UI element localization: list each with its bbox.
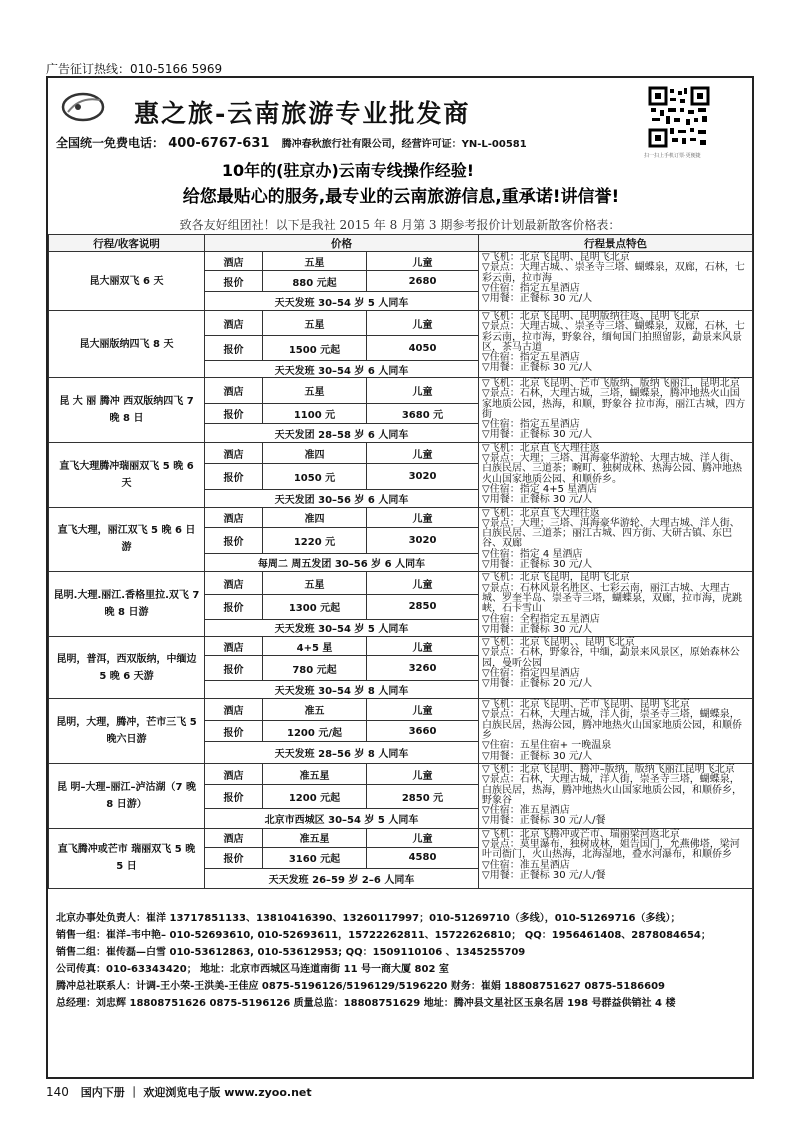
- tour-route: 昆 明–大理–丽江–泸沽湖（7 晚 8 日游）: [49, 763, 205, 828]
- tour-route: 昆明.大理.丽江.香格里拉.双飞 7 晚 8 日游: [49, 572, 205, 637]
- hotel-label: 酒店: [205, 828, 263, 847]
- contact-block: [48, 910, 752, 1012]
- departure-info: 天天发班 30–54 岁 5 人同车: [205, 619, 479, 637]
- col-features: 行程景点特色: [479, 235, 753, 252]
- qr-code-icon: [648, 86, 710, 148]
- hotel-value: 五星: [263, 378, 367, 404]
- tour-route: 昆大丽版纳四飞 8 天: [49, 311, 205, 378]
- adult-price: 780 元起: [263, 656, 367, 681]
- departure-info: 天天发班 30–54 岁 6 人同车: [205, 361, 479, 378]
- child-price: 3660: [367, 720, 479, 742]
- adult-price: 3160 元起: [263, 847, 367, 868]
- child-label: 儿童: [367, 378, 479, 404]
- departure-info: 天天发班 30–54 岁 5 人同车: [205, 292, 479, 311]
- price-label: 报价: [205, 656, 263, 681]
- adult-price: 1050 元: [263, 464, 367, 490]
- tour-route: 直飞大理腾冲瑞丽双飞 5 晚 6 天: [49, 442, 205, 507]
- price-label: 报价: [205, 464, 263, 490]
- child-price: 3020: [367, 464, 479, 490]
- price-label: 报价: [205, 720, 263, 742]
- tour-features: ▽飞机：北京飞昆明、腾冲–版纳，版纳飞丽江昆明飞北京 ▽景点：石林，大理古城，洋人街，崇圣寺三塔，蝴蝶泉，白族民居，热海，腾冲地热火山国家地质公园，和顺侨乡，野象谷 ▽住宿：准五星酒店 ▽用餐：正餐标 30 元/人/餐: [479, 763, 753, 828]
- price-label: 报价: [205, 847, 263, 868]
- tour-row: [49, 252, 753, 271]
- slogan-service: 给您最贴心的服务,最专业的云南旅游信息,重承诺!讲信誉!: [182, 187, 620, 207]
- contact-beijing: 北京办事处负责人：崔洋 13717851133、13810416390、13260117997；010-51269710（多线），010-51269716（多线）；: [56, 913, 681, 924]
- hotel-value: 五星: [263, 311, 367, 336]
- adult-price: 880 元起: [263, 271, 367, 292]
- hotel-value: 4+5 星: [263, 637, 367, 656]
- hotel-value: 准四: [263, 442, 367, 464]
- child-price: 4050: [367, 336, 479, 361]
- contact-sales-1: 销售一组：崔洋–韦中艳– 010-52693610, 010-52693611，15722262811、15722626810； QQ：1956461408、2878084654；: [56, 930, 711, 941]
- departure-info: 天天发团 30–56 岁 6 人同车: [205, 490, 479, 507]
- hotel-value: 五星: [263, 572, 367, 595]
- tour-row: [49, 572, 753, 595]
- contact-fax-address: 公司传真：010-63343420； 地址：北京市西城区马连道南街 11 号一商大厦 802 室: [56, 964, 449, 975]
- hotel-value: 准五星: [263, 763, 367, 784]
- ad-hotline: 广告征订热线：010-5166 5969: [46, 62, 223, 76]
- child-label: 儿童: [367, 828, 479, 847]
- hotel-label: 酒店: [205, 311, 263, 336]
- page-footer: [46, 1084, 312, 1100]
- tour-route: 昆 大 丽 腾冲 西双版纳四飞 7 晚 8 日: [49, 378, 205, 443]
- hotel-value: 五星: [263, 252, 367, 271]
- tour-route: 直飞大理，丽江双飞 5 晚 6 日游: [49, 507, 205, 572]
- child-label: 儿童: [367, 572, 479, 595]
- page-number: 140: [46, 1085, 69, 1099]
- adult-price: 1100 元: [263, 403, 367, 424]
- child-price: 2680: [367, 271, 479, 292]
- tour-row: [49, 507, 753, 528]
- departure-info: 每周二 周五发团 30–56 岁 6 人同车: [205, 553, 479, 572]
- child-price: 3260: [367, 656, 479, 681]
- intro-text: 致各友好组团社！以下是我社 2015 年 8 月第 3 期参考报价计划最新散客价格表：: [179, 218, 621, 232]
- child-label: 儿童: [367, 699, 479, 721]
- departure-info: 天天发团 28–58 岁 6 人同车: [205, 424, 479, 443]
- tour-features: ▽飞机：北京飞昆明、芒市飞版纳、版纳飞丽江，昆明北京 ▽景点：石林，大理古城，三塔，蝴蝶泉，腾冲地热火山国家地质公园，热海，和顺，野象谷 拉市海，丽江古城，四方街 ▽住宿：指定五星酒店 ▽用餐：正餐标 30 元/人: [479, 378, 753, 443]
- footer-text: 国内下册 ｜ 欢迎浏览电子版 www.zyoo.net: [80, 1086, 312, 1099]
- child-label: 儿童: [367, 763, 479, 784]
- tour-features: ▽飞机：北京飞昆明、昆明飞北京 ▽景点：大理古城、、崇圣寺三塔、蝴蝶泉，双廊，石林，七彩云南，拉市海 ▽住宿：指定五星酒店 ▽用餐：正餐标 30 元/人: [479, 252, 753, 311]
- col-price: 价格: [205, 235, 479, 252]
- ad-header: [48, 78, 752, 214]
- price-label: 报价: [205, 785, 263, 808]
- child-label: 儿童: [367, 637, 479, 656]
- child-price: 4580: [367, 847, 479, 868]
- child-label: 儿童: [367, 311, 479, 336]
- slogan-experience: 10年的(驻京办)云南专线操作经验!: [221, 161, 475, 180]
- ad-frame: [46, 76, 754, 1079]
- tour-features: ▽飞机：北京飞昆明、昆明版纳往返、昆明飞北京 ▽景点：大理古城、、崇圣寺三塔、蝴蝶泉，双廊，石林，七彩云南，拉市海，野象谷，缅甸国门拍照留影，勐景来风景区，茶马古道 ▽住宿：指定五星酒店 ▽用餐：正餐标 30 元/人: [479, 311, 753, 378]
- agency-license: 腾冲春秋旅行社有限公司，经营许可证：YN-L-00581: [281, 139, 527, 150]
- price-label: 报价: [205, 271, 263, 292]
- departure-info: 天天发班 28–56 岁 8 人同车: [205, 742, 479, 764]
- adult-price: 1220 元: [263, 528, 367, 553]
- price-label: 报价: [205, 594, 263, 619]
- hotel-label: 酒店: [205, 763, 263, 784]
- departure-info: 北京市西城区 30–54 岁 5 人同车: [205, 808, 479, 828]
- tour-route: 昆明，普洱，西双版纳，中缅边 5 晚 6 天游: [49, 637, 205, 699]
- logo-icon: [60, 90, 106, 124]
- phone-number: 400-6767-631: [168, 136, 270, 151]
- child-price: 2850: [367, 594, 479, 619]
- child-label: 儿童: [367, 252, 479, 271]
- adult-price: 1300 元起: [263, 594, 367, 619]
- tour-features: ▽飞机：北京直飞大理往返 ▽景点：大理；三塔、洱海豪华游轮、大理古城、洋人街、白族民居、三道茶；畹町、独树成林、热海公园、腾冲地热火山国家地质公园、和顺侨乡。 ▽住宿：指定 4+5 星酒店 ▽用餐：正餐标 30 元/人: [479, 442, 753, 507]
- contact-tengchong: 腾冲总社联系人：计调-王小荣-王洪美-王佳应 0875-5196126/5196129/5196220 财务：崔娟 18808751627 0875-5186609: [56, 981, 666, 992]
- qr-caption: 扫一扫上手机订票·更便捷: [644, 153, 701, 159]
- hotel-value: 准五: [263, 699, 367, 721]
- child-price: 3020: [367, 528, 479, 553]
- tour-features: ▽飞机：北京飞昆明、、昆明飞北京 ▽景点：石林，野象谷，中缅，勐景来风景区，原始森林公园，曼听公园 ▽住宿：指定四星酒店 ▽用餐：正餐标 20 元/人: [479, 637, 753, 699]
- tour-row: [49, 699, 753, 721]
- price-label: 报价: [205, 336, 263, 361]
- child-label: 儿童: [367, 442, 479, 464]
- hotel-value: 准四: [263, 507, 367, 528]
- hotel-label: 酒店: [205, 699, 263, 721]
- tour-route: 昆大丽双飞 6 天: [49, 252, 205, 311]
- tour-features: ▽飞机：北京飞腾冲或芒市、瑞丽梁河返北京 ▽景点：莫里瀑布，独树成林，姐告国门，允燕佛塔，梁河叶司衙门，火山热海，北海湿地，叠水河瀑布，和顺侨乡 ▽住宿：准五星酒店 ▽用餐：正餐标 30 元/人/餐: [479, 828, 753, 888]
- tour-row: [49, 763, 753, 784]
- child-price: 2850 元: [367, 785, 479, 808]
- tour-route: 直飞腾冲或芒市 瑞丽双飞 5 晚 5 日: [49, 828, 205, 888]
- tour-row: [49, 311, 753, 336]
- hotel-label: 酒店: [205, 378, 263, 404]
- tour-route: 昆明，大理，腾冲，芒市三飞 5 晚六日游: [49, 699, 205, 764]
- price-label: 报价: [205, 403, 263, 424]
- col-route: 行程/收客说明: [49, 235, 205, 252]
- departure-info: 天天发班 26–59 岁 2–6 人同车: [205, 868, 479, 888]
- phone-label: 全国统一免费电话：: [56, 136, 165, 150]
- contact-sales-2: 销售二组：崔传磊—白雪 010-53612863, 010-53612953; QQ：1509110106 、1345255709: [56, 947, 526, 958]
- tour-row: [49, 442, 753, 464]
- tour-row: [49, 378, 753, 404]
- price-label: 报价: [205, 528, 263, 553]
- child-label: 儿童: [367, 507, 479, 528]
- hotel-label: 酒店: [205, 572, 263, 595]
- tour-features: ▽飞机：北京飞昆明，昆明飞北京 ▽景点：石林风景名胜区、七彩云南，丽江古城、大理古城、罗奎半岛、崇圣寺三塔，蝴蝶泉，双廊，拉市海，虎跳峡，石卡雪山 ▽住宿：全程指定五星酒店 ▽用餐：正餐标 30 元/人: [479, 572, 753, 637]
- company-name: 惠之旅-云南旅游专业批发商: [134, 99, 471, 128]
- hotel-label: 酒店: [205, 252, 263, 271]
- tour-features: ▽飞机：北京直飞大理往返 ▽景点：大理；三塔、洱海豪华游轮、大理古城、洋人街、白族民居、三道茶；丽江古城、四方街、大研古镇、东巴谷、双廊 ▽住宿：指定 4 星酒店 ▽用餐：正餐标 30 元/人: [479, 507, 753, 572]
- adult-price: 1200 元/起: [263, 720, 367, 742]
- tour-features: ▽飞机：北京飞昆明、芒市飞昆明、昆明飞北京 ▽景点：石林，大理古城，洋人街，崇圣寺三塔，蝴蝶泉，白族民居，热海公园，腾冲地热火山国家地质公园，和顺侨乡 ▽住宿：五星住宿+ 一晚温泉 ▽用餐：正餐标 30 元/人: [479, 699, 753, 764]
- adult-price: 1500 元起: [263, 336, 367, 361]
- hotel-value: 准五星: [263, 828, 367, 847]
- contact-manager: 总经理：刘忠辉 18808751626 0875-5196126 质量总监：18808751629 地址：腾冲县文星社区玉泉名居 198 号群益供销社 4 楼: [56, 998, 676, 1009]
- price-table: [48, 234, 753, 889]
- tour-row: [49, 637, 753, 656]
- adult-price: 1200 元起: [263, 785, 367, 808]
- hotel-label: 酒店: [205, 507, 263, 528]
- phone-row: [56, 134, 527, 151]
- hotel-label: 酒店: [205, 442, 263, 464]
- departure-info: 天天发班 30–54 岁 8 人同车: [205, 681, 479, 699]
- hotel-label: 酒店: [205, 637, 263, 656]
- tour-row: [49, 828, 753, 847]
- child-price: 3680 元: [367, 403, 479, 424]
- table-header-row: [49, 235, 753, 252]
